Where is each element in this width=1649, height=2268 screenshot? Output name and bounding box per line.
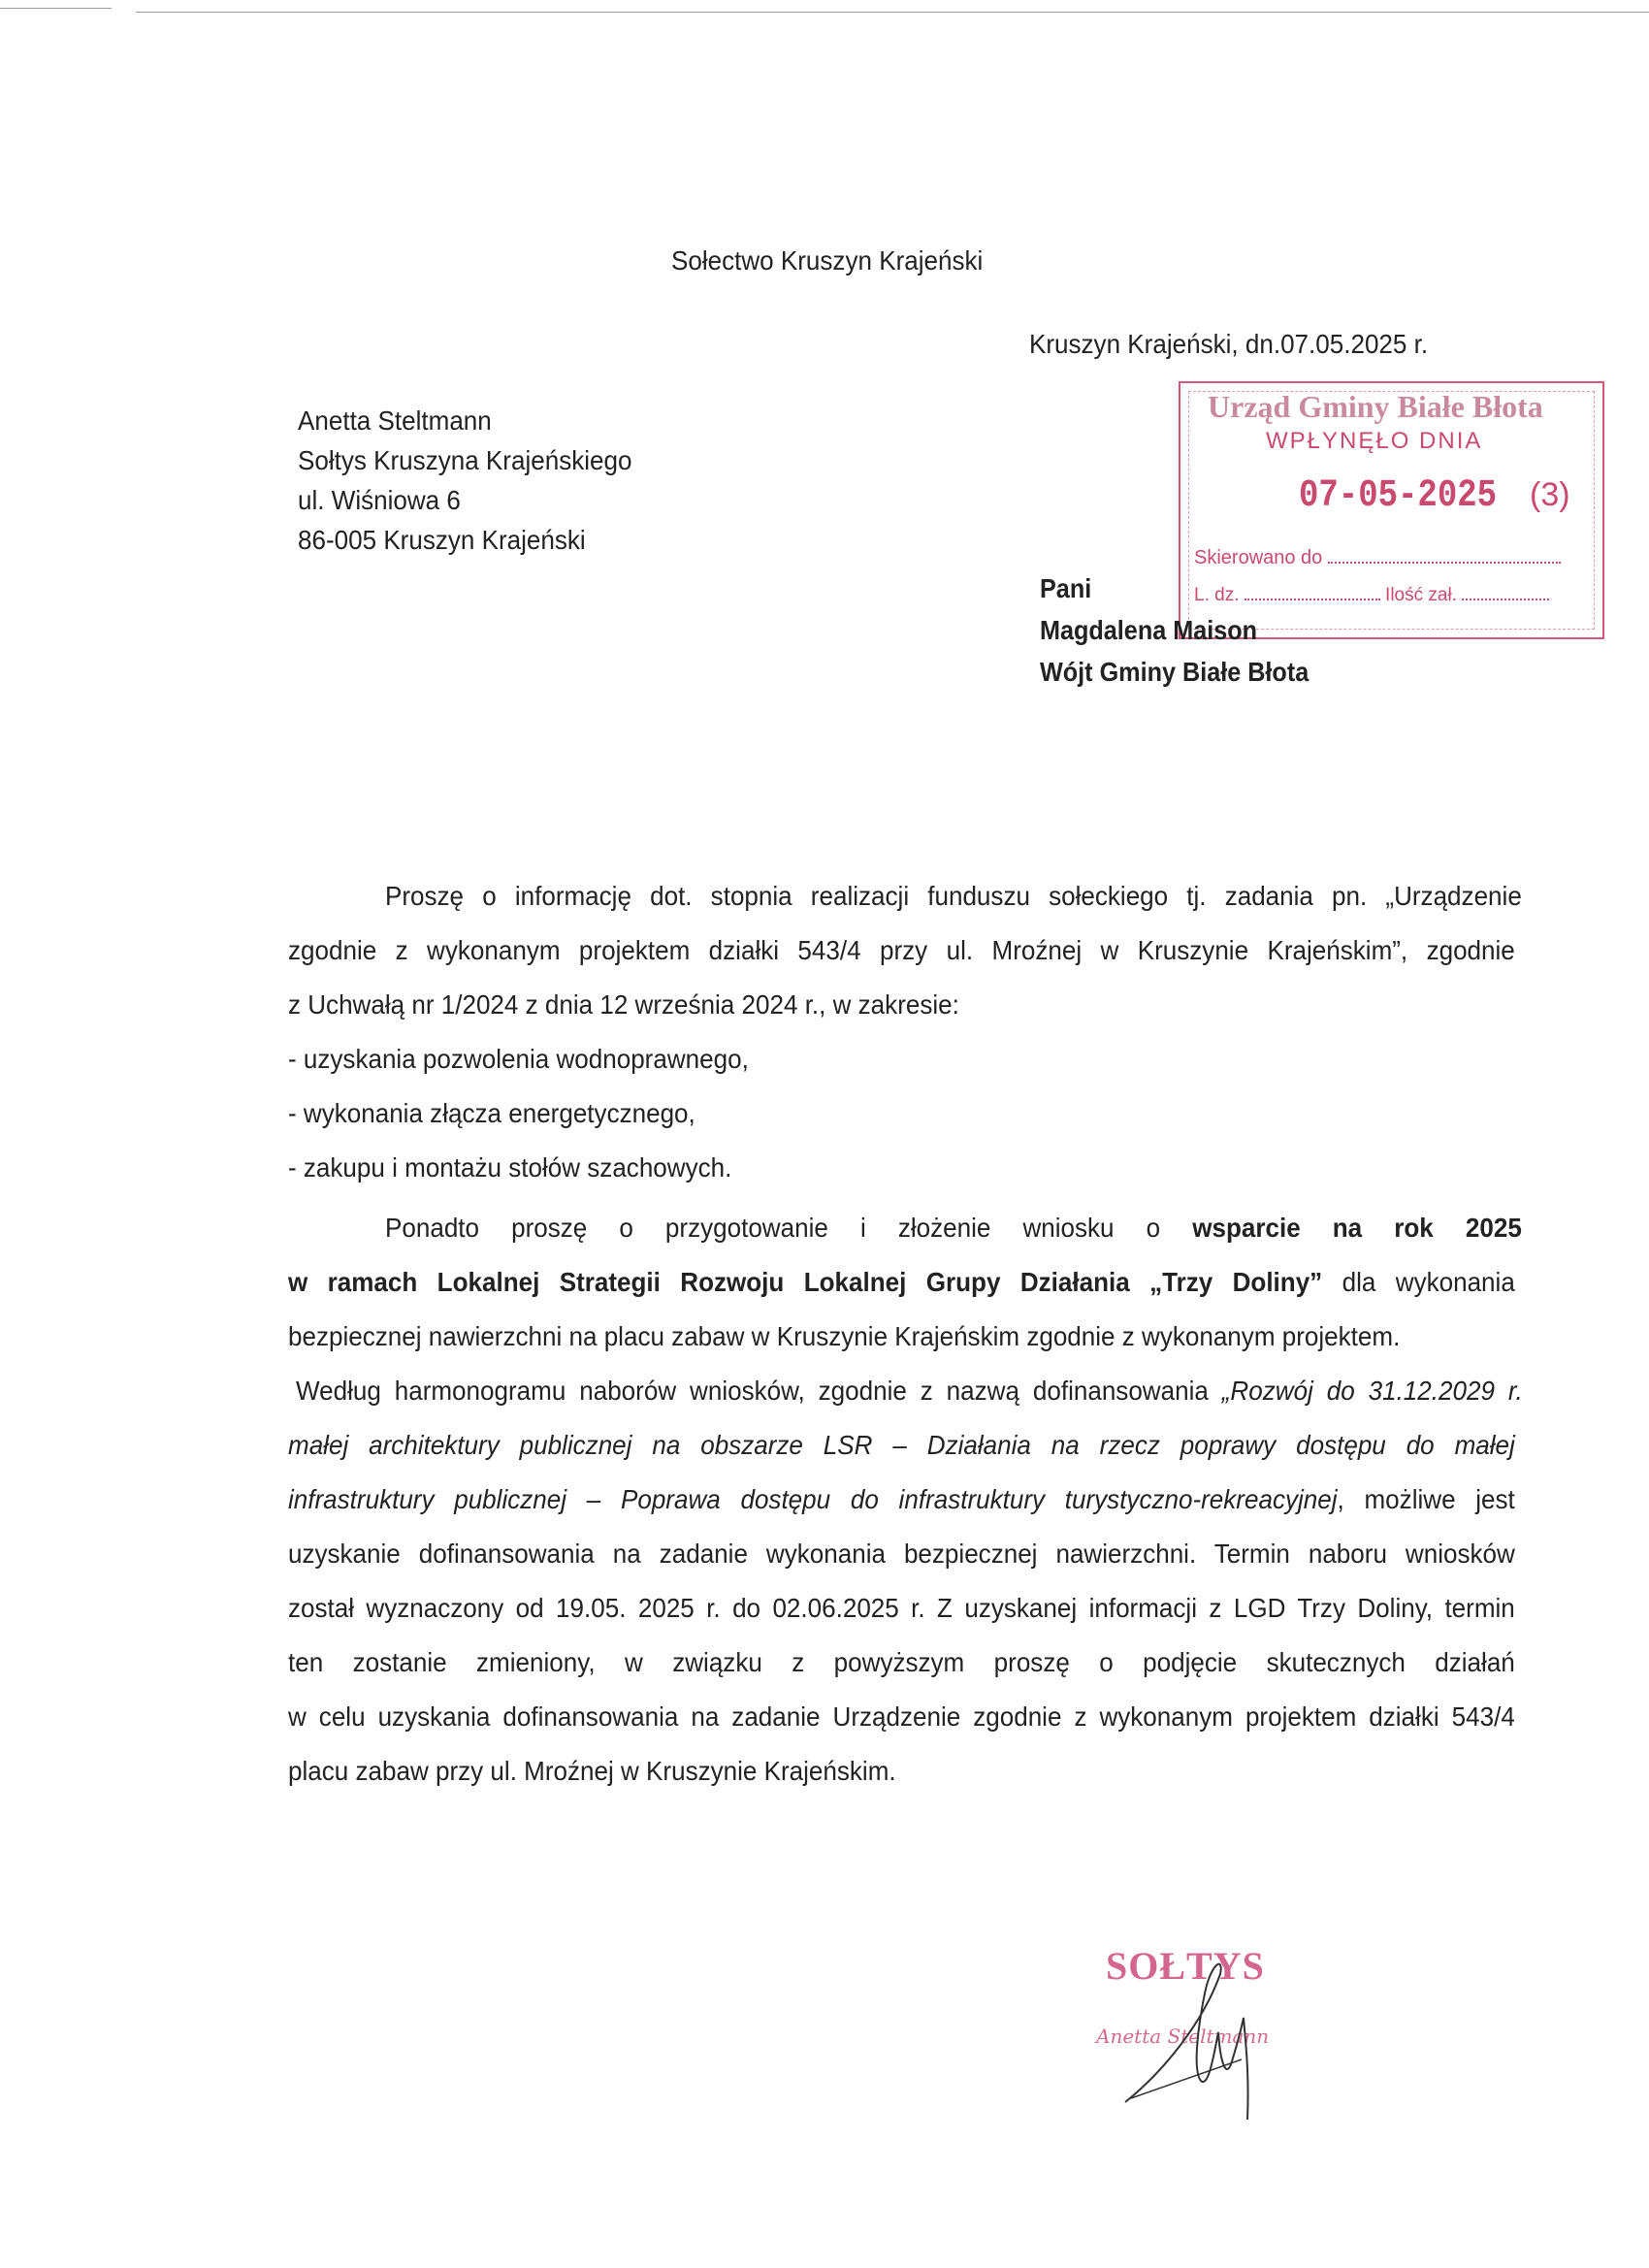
recipient-address <box>1040 570 1309 696</box>
sender-name: Anetta Steltmann <box>298 405 492 436</box>
stamp-dotted-line <box>1328 546 1561 564</box>
body-line: ten zostanie zmieniony, w związku z powyższym proszę o podjęcie skutecznych działań <box>288 1647 1515 1677</box>
body-line <box>288 1481 1515 1518</box>
body-line: Proszę o informację dot. stopnia realizacji funduszu sołeckiego tj. zadania pn. „Urządzenie <box>385 881 1522 911</box>
stamp-attachments-label: Ilość zał. <box>1385 585 1457 605</box>
body-line: w celu uzyskania dofinansowania na zadanie Urządzenie zgodnie z wykonanym projektem działki 543/4 <box>288 1701 1515 1732</box>
body-italic-text: małej architektury publicznej na obszarze LSR – Działania na rzecz poprawy dostępu do małej <box>288 1430 1515 1460</box>
body-text: Ponadto proszę o przygotowanie i złożenie wniosku o <box>385 1213 1161 1243</box>
stamp-office: Urząd Gminy Białe Błota <box>1208 389 1543 424</box>
body-line <box>288 1264 1515 1301</box>
stamp-dotted-line <box>1462 583 1549 600</box>
scan-edge-line <box>0 8 112 9</box>
stamp-directed-label: Skierowano do <box>1194 547 1323 568</box>
sender-city: 86-005 Kruszyn Krajeński <box>298 525 586 555</box>
stamp-ref-label: L. dz. <box>1194 585 1240 605</box>
signature-seal <box>1096 1935 1319 2120</box>
body-line: z Uchwałą nr 1/2024 z dnia 12 września 2024 r., w zakresie: <box>288 989 959 1020</box>
body-line: bezpiecznej nawierzchni na placu zabaw w Kruszynie Krajeńskim zgodnie z wykonanym projektem. <box>288 1321 1401 1351</box>
bullet-item: - zakupu i montażu stołów szachowych. <box>288 1152 732 1183</box>
stamp-number: (3) <box>1530 476 1570 513</box>
body-line: został wyznaczony od 19.05. 2025 r. do 02.06.2025 r. Z uzyskanej informacji z LGD Trzy Doliny, termin <box>288 1593 1515 1623</box>
body-bold-text: wsparcie na rok 2025 <box>1192 1213 1522 1243</box>
bullet-item: - uzyskania pozwolenia wodnoprawnego, <box>288 1044 749 1074</box>
handwritten-signature <box>1096 1935 1319 2120</box>
body-text: dla wykonania <box>1342 1267 1515 1297</box>
recipient-salutation: Pani <box>1040 573 1092 603</box>
body-line: uzyskanie dofinansowania na zadanie wykonania bezpiecznej nawierzchni. Termin naboru wniosków <box>288 1539 1515 1569</box>
seal-title: SOŁTYS <box>1106 1944 1265 1988</box>
body-text: Według harmonogramu naborów wniosków, zgodnie z nazwą dofinansowania <box>296 1376 1209 1406</box>
body-text: , możliwe jest <box>1337 1484 1515 1514</box>
letterhead: Sołectwo Kruszyn Krajeński <box>671 245 984 275</box>
body-line: placu zabaw przy ul. Mroźnej w Kruszynie Krajeńskim. <box>288 1756 896 1786</box>
body-line <box>385 1210 1522 1247</box>
stamp-directed-to <box>1194 546 1561 569</box>
body-line <box>296 1373 1523 1409</box>
seal-name: Anetta Steltmann <box>1096 2025 1270 2048</box>
sender-street: ul. Wiśniowa 6 <box>298 485 461 515</box>
body-bold-text: w ramach Lokalnej Strategii Rozwoju Lokalnej Grupy Działania „Trzy Doliny” <box>288 1267 1323 1297</box>
sender-role: Sołtys Kruszyna Krajeńskiego <box>298 445 632 475</box>
recipient-name: Magdalena Maison <box>1040 615 1258 645</box>
body-line: zgodnie z wykonanym projektem działki 543/4 przy ul. Mroźnej w Kruszynie Krajeńskim”, zgodnie <box>288 935 1515 965</box>
scan-edge-line <box>136 12 1649 13</box>
recipient-title: Wójt Gminy Białe Błota <box>1040 657 1310 687</box>
place-date: Kruszyn Krajeński, dn.07.05.2025 r. <box>1029 329 1429 359</box>
body-italic-text: „Rozwój do 31.12.2029 r. <box>1221 1376 1523 1406</box>
body-italic-text: infrastruktury publicznej – Poprawa dostępu do infrastruktury turystyczno-rekreacyjnej <box>288 1484 1338 1514</box>
sender-address <box>298 403 631 562</box>
stamp-received-label: WPŁYNĘŁO DNIA <box>1266 428 1483 454</box>
stamp-date: 07-05-2025 <box>1299 474 1498 518</box>
body-line <box>288 1427 1515 1464</box>
bullet-item: - wykonania złącza energetycznego, <box>288 1098 695 1128</box>
